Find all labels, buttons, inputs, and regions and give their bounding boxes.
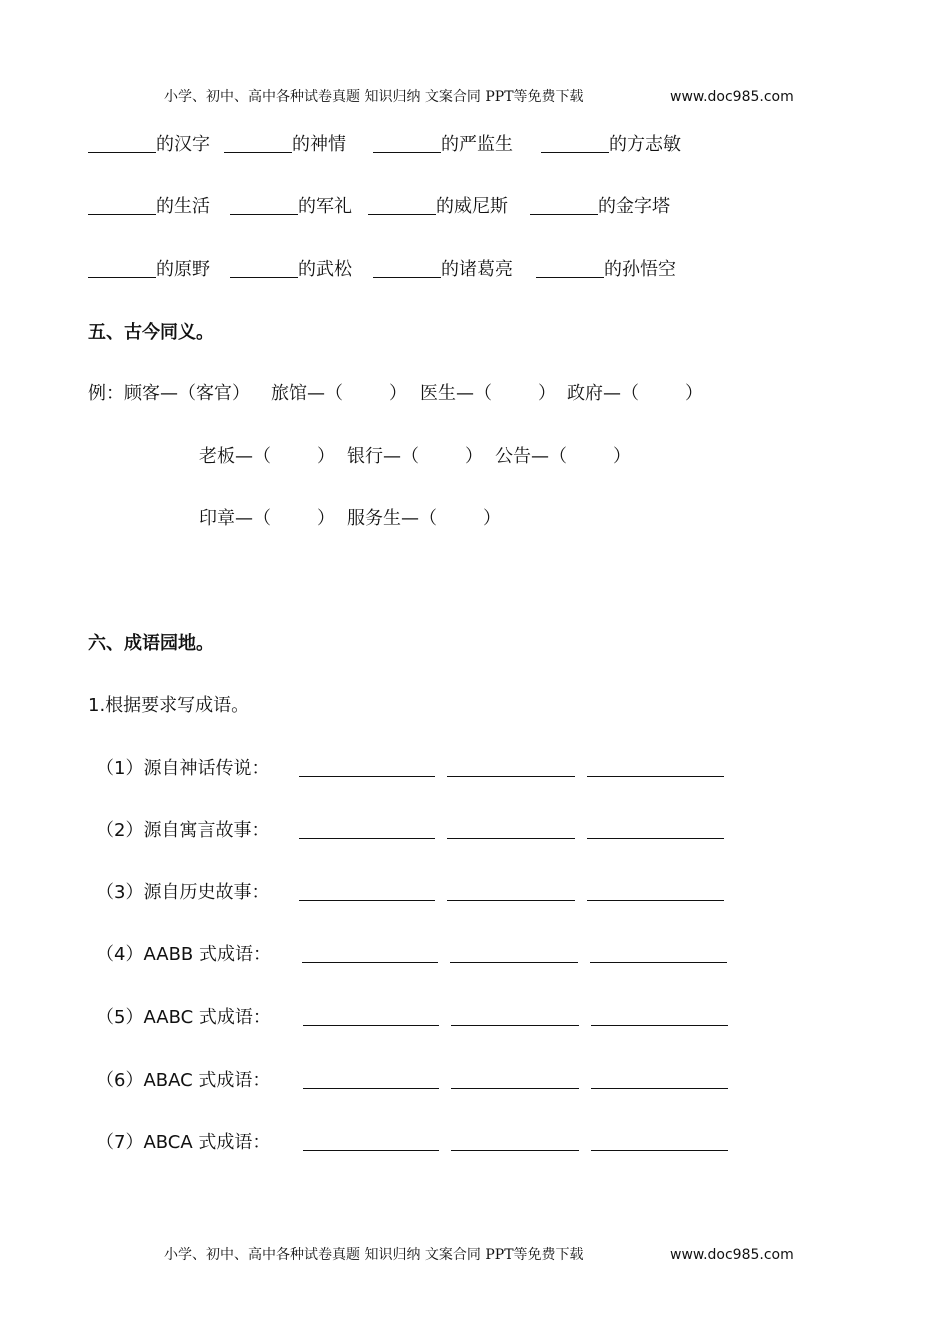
idiom-row (96, 940, 730, 970)
answer-blank[interactable] (88, 132, 156, 153)
example-line (88, 379, 250, 409)
answer-blank[interactable] (536, 257, 604, 278)
fill-item-text: 的孙悟空 (604, 259, 676, 280)
answer-blank[interactable] (373, 257, 441, 278)
fill-row (88, 192, 708, 222)
answer-blank[interactable] (373, 132, 441, 153)
idiom-row (96, 878, 726, 908)
fill-item-text: 的金字塔 (598, 196, 670, 217)
answer-line[interactable] (299, 776, 435, 777)
paren-close: ） (389, 383, 407, 404)
synonym-word: 医生— (420, 383, 474, 404)
idiom-label: （2）源自寓言故事： (96, 820, 270, 841)
fill-row (88, 130, 708, 160)
fill-item (224, 130, 346, 160)
answer-line[interactable] (587, 776, 724, 777)
answer-line[interactable] (450, 962, 578, 963)
fill-item (373, 130, 513, 160)
page-footer (164, 1243, 804, 1267)
fill-item-text: 的威尼斯 (436, 196, 508, 217)
paren-open: （ (253, 446, 271, 467)
synonym-word: 老板— (199, 446, 253, 467)
answer-line[interactable] (303, 1025, 439, 1026)
page-header (164, 85, 804, 109)
idiom-label: （1）源自神话传说： (96, 758, 270, 779)
synonym-word: 公告— (495, 446, 549, 467)
idiom-row (96, 1066, 730, 1096)
paren-open: （ (621, 383, 639, 404)
answer-line[interactable] (447, 838, 575, 839)
answer-blank[interactable] (230, 194, 298, 215)
paren-open: （ (549, 446, 567, 467)
example-label: 例：顾客—（客官） (88, 383, 250, 404)
synonym-item (495, 442, 631, 472)
fill-item-text: 的严监生 (441, 134, 513, 155)
paren-open: （ (401, 446, 419, 467)
idiom-label: （6）ABAC 式成语： (96, 1070, 271, 1091)
answer-blank[interactable] (530, 194, 598, 215)
paren-close: ） (685, 383, 703, 404)
answer-blank[interactable] (368, 194, 436, 215)
synonym-item (567, 379, 703, 409)
idiom-row (96, 1003, 730, 1033)
answer-line[interactable] (299, 838, 435, 839)
paren-open: （ (253, 508, 271, 529)
idiom-row (96, 816, 726, 846)
fill-item-text: 的原野 (156, 259, 210, 280)
section6-instruction: 1.根据要求写成语。 (88, 695, 250, 716)
answer-line[interactable] (447, 776, 575, 777)
answer-blank[interactable] (541, 132, 609, 153)
fill-item-text: 的汉字 (156, 134, 210, 155)
answer-line[interactable] (591, 1088, 728, 1089)
synonym-item (347, 504, 501, 534)
fill-item (230, 192, 352, 222)
answer-line[interactable] (299, 900, 435, 901)
fill-item-text: 的武松 (298, 259, 352, 280)
answer-line[interactable] (303, 1150, 439, 1151)
answer-line[interactable] (302, 962, 438, 963)
answer-blank[interactable] (230, 257, 298, 278)
header-site[interactable]: www.doc985.com (670, 89, 794, 105)
answer-blank[interactable] (88, 194, 156, 215)
paren-close: ） (483, 508, 501, 529)
answer-line[interactable] (591, 1150, 728, 1151)
answer-line[interactable] (447, 900, 575, 901)
idiom-label: （3）源自历史故事： (96, 882, 270, 903)
fill-item-text: 的生活 (156, 196, 210, 217)
synonym-item (199, 442, 335, 472)
synonym-word: 政府— (567, 383, 621, 404)
answer-line[interactable] (591, 1025, 728, 1026)
answer-line[interactable] (587, 838, 724, 839)
answer-blank[interactable] (224, 132, 292, 153)
fill-item-text: 的方志敏 (609, 134, 681, 155)
paren-close: ） (317, 508, 335, 529)
fill-row (88, 255, 708, 285)
synonym-word: 服务生— (347, 508, 419, 529)
paren-open: （ (474, 383, 492, 404)
paren-close: ） (613, 446, 631, 467)
synonym-word: 印章— (199, 508, 253, 529)
fill-item (88, 130, 210, 160)
section5-title: 五、古今同义。 (88, 322, 214, 343)
synonym-word: 银行— (347, 446, 401, 467)
fill-item (536, 255, 676, 285)
answer-line[interactable] (587, 900, 724, 901)
fill-item (541, 130, 681, 160)
synonym-item (347, 442, 483, 472)
answer-blank[interactable] (88, 257, 156, 278)
paren-close: ） (538, 383, 556, 404)
section6-title: 六、成语园地。 (88, 633, 214, 654)
synonym-item (420, 379, 556, 409)
idiom-row (96, 1128, 730, 1158)
header-text: 小学、初中、高中各种试卷真题 知识归纳 文案合同 PPT等免费下载 (164, 89, 584, 105)
fill-item-text: 的神情 (292, 134, 346, 155)
synonym-word: 旅馆— (271, 383, 325, 404)
synonym-item (199, 504, 335, 534)
fill-item (530, 192, 670, 222)
answer-line[interactable] (451, 1150, 579, 1151)
footer-site[interactable]: www.doc985.com (670, 1247, 794, 1263)
fill-item (368, 192, 508, 222)
fill-item (88, 255, 210, 285)
answer-line[interactable] (451, 1025, 579, 1026)
synonym-item (271, 379, 407, 409)
fill-item (230, 255, 352, 285)
idiom-label: （4）AABB 式成语： (96, 944, 271, 965)
answer-line[interactable] (590, 962, 727, 963)
answer-line[interactable] (451, 1088, 579, 1089)
paren-close: ） (465, 446, 483, 467)
paren-open: （ (325, 383, 343, 404)
footer-text: 小学、初中、高中各种试卷真题 知识归纳 文案合同 PPT等免费下载 (164, 1247, 584, 1263)
fill-item-text: 的诸葛亮 (441, 259, 513, 280)
paren-open: （ (419, 508, 437, 529)
fill-item-text: 的军礼 (298, 196, 352, 217)
idiom-row (96, 754, 726, 784)
fill-item (373, 255, 513, 285)
answer-line[interactable] (303, 1088, 439, 1089)
idiom-label: （5）AABC 式成语： (96, 1007, 271, 1028)
fill-item (88, 192, 210, 222)
paren-close: ） (317, 446, 335, 467)
idiom-label: （7）ABCA 式成语： (96, 1132, 271, 1153)
